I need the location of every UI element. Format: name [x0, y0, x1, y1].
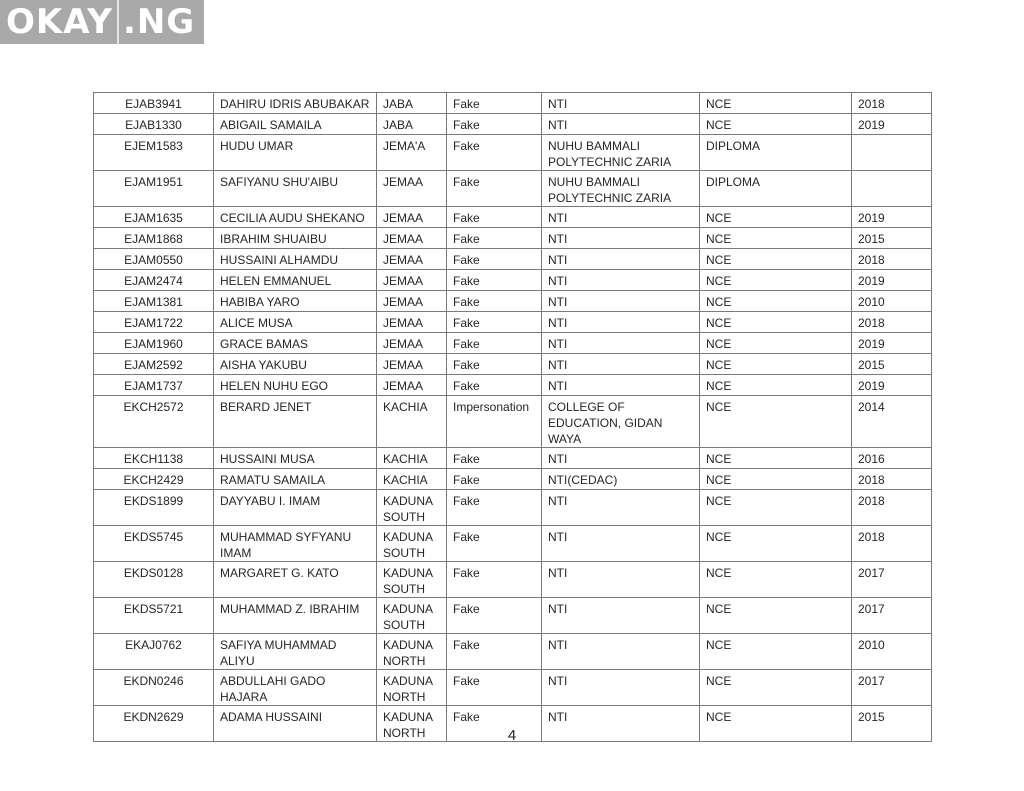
offence-cell: Fake: [447, 469, 542, 490]
lga-cell: KADUNA NORTH: [377, 706, 447, 742]
year-cell: 2018: [852, 249, 932, 270]
qualification-cell: NCE: [700, 634, 852, 670]
year-cell: 2019: [852, 375, 932, 396]
candidate-name-cell: IBRAHIM SHUAIBU: [214, 228, 377, 249]
institution-cell: NTI: [542, 598, 700, 634]
institution-cell: NTI: [542, 291, 700, 312]
institution-cell: NTI(CEDAC): [542, 469, 700, 490]
records-table: [93, 92, 932, 742]
offence-cell: Fake: [447, 354, 542, 375]
qualification-cell: NCE: [700, 207, 852, 228]
institution-cell: NUHU BAMMALI POLYTECHNIC ZARIA: [542, 171, 700, 207]
year-cell: 2015: [852, 354, 932, 375]
qualification-cell: NCE: [700, 93, 852, 114]
table-row: [94, 562, 932, 598]
offence-cell: Fake: [447, 171, 542, 207]
exam-number-cell: EJAM1722: [94, 312, 214, 333]
table-row: [94, 469, 932, 490]
institution-cell: NTI: [542, 249, 700, 270]
offence-cell: Fake: [447, 228, 542, 249]
table-row: [94, 207, 932, 228]
exam-number-cell: EKCH2572: [94, 396, 214, 448]
records-table-body: [94, 93, 932, 742]
year-cell: 2015: [852, 228, 932, 249]
offence-cell: Fake: [447, 375, 542, 396]
table-row: [94, 396, 932, 448]
lga-cell: KADUNA SOUTH: [377, 526, 447, 562]
table-row: [94, 114, 932, 135]
exam-number-cell: EKDN0246: [94, 670, 214, 706]
candidate-name-cell: SAFIYA MUHAMMAD ALIYU: [214, 634, 377, 670]
candidate-name-cell: HUSSAINI ALHAMDU: [214, 249, 377, 270]
lga-cell: JEMAA: [377, 207, 447, 228]
table-row: [94, 354, 932, 375]
institution-cell: NTI: [542, 670, 700, 706]
lga-cell: KACHIA: [377, 469, 447, 490]
exam-number-cell: EJAB3941: [94, 93, 214, 114]
lga-cell: JEMAA: [377, 228, 447, 249]
table-row: [94, 333, 932, 354]
lga-cell: JABA: [377, 93, 447, 114]
table-row: [94, 312, 932, 333]
qualification-cell: NCE: [700, 598, 852, 634]
candidate-name-cell: HABIBA YARO: [214, 291, 377, 312]
offence-cell: Fake: [447, 114, 542, 135]
offence-cell: Impersonation: [447, 396, 542, 448]
offence-cell: Fake: [447, 93, 542, 114]
logo-divider: [117, 0, 119, 44]
qualification-cell: NCE: [700, 354, 852, 375]
offence-cell: Fake: [447, 135, 542, 171]
year-cell: 2019: [852, 270, 932, 291]
lga-cell: JEMA'A: [377, 135, 447, 171]
qualification-cell: NCE: [700, 706, 852, 742]
year-cell: 2014: [852, 396, 932, 448]
table-row: [94, 598, 932, 634]
year-cell: 2018: [852, 93, 932, 114]
year-cell: 2018: [852, 312, 932, 333]
watermark-logo: [0, 0, 204, 44]
exam-number-cell: EJAM2592: [94, 354, 214, 375]
institution-cell: COLLEGE OF EDUCATION, GIDAN WAYA: [542, 396, 700, 448]
candidate-name-cell: DAHIRU IDRIS ABUBAKAR: [214, 93, 377, 114]
qualification-cell: NCE: [700, 375, 852, 396]
offence-cell: Fake: [447, 490, 542, 526]
table-row: [94, 171, 932, 207]
year-cell: 2019: [852, 114, 932, 135]
lga-cell: JEMAA: [377, 249, 447, 270]
year-cell: [852, 135, 932, 171]
table-row: [94, 270, 932, 291]
year-cell: 2017: [852, 670, 932, 706]
offence-cell: Fake: [447, 526, 542, 562]
institution-cell: NTI: [542, 526, 700, 562]
candidate-name-cell: RAMATU SAMAILA: [214, 469, 377, 490]
lga-cell: JEMAA: [377, 375, 447, 396]
year-cell: 2015: [852, 706, 932, 742]
candidate-name-cell: HUSSAINI MUSA: [214, 448, 377, 469]
year-cell: 2010: [852, 291, 932, 312]
qualification-cell: NCE: [700, 333, 852, 354]
candidate-name-cell: SAFIYANU SHU'AIBU: [214, 171, 377, 207]
qualification-cell: DIPLOMA: [700, 135, 852, 171]
offence-cell: Fake: [447, 562, 542, 598]
table-row: [94, 526, 932, 562]
exam-number-cell: EJAM2474: [94, 270, 214, 291]
table-row: [94, 670, 932, 706]
offence-cell: Fake: [447, 634, 542, 670]
offence-cell: Fake: [447, 706, 542, 742]
year-cell: [852, 171, 932, 207]
exam-number-cell: EKCH2429: [94, 469, 214, 490]
institution-cell: NTI: [542, 114, 700, 135]
qualification-cell: NCE: [700, 469, 852, 490]
exam-number-cell: EJAM1960: [94, 333, 214, 354]
year-cell: 2010: [852, 634, 932, 670]
candidate-name-cell: CECILIA AUDU SHEKANO: [214, 207, 377, 228]
exam-number-cell: EKDS5721: [94, 598, 214, 634]
table-row: [94, 291, 932, 312]
qualification-cell: NCE: [700, 490, 852, 526]
candidate-name-cell: ABIGAIL SAMAILA: [214, 114, 377, 135]
qualification-cell: NCE: [700, 228, 852, 249]
institution-cell: NTI: [542, 312, 700, 333]
candidate-name-cell: ABDULLAHI GADO HAJARA: [214, 670, 377, 706]
candidate-name-cell: ALICE MUSA: [214, 312, 377, 333]
logo-text-ng: .NG: [122, 2, 196, 42]
table-row: [94, 135, 932, 171]
year-cell: 2017: [852, 598, 932, 634]
candidate-name-cell: AISHA YAKUBU: [214, 354, 377, 375]
exam-number-cell: EJAM1381: [94, 291, 214, 312]
institution-cell: NTI: [542, 270, 700, 291]
lga-cell: JEMAA: [377, 354, 447, 375]
exam-number-cell: EJAM1737: [94, 375, 214, 396]
institution-cell: NTI: [542, 93, 700, 114]
offence-cell: Fake: [447, 270, 542, 291]
qualification-cell: NCE: [700, 670, 852, 706]
institution-cell: NTI: [542, 354, 700, 375]
offence-cell: Fake: [447, 207, 542, 228]
candidate-name-cell: BERARD JENET: [214, 396, 377, 448]
qualification-cell: NCE: [700, 291, 852, 312]
institution-cell: NTI: [542, 706, 700, 742]
offence-cell: Fake: [447, 448, 542, 469]
exam-number-cell: EKDS0128: [94, 562, 214, 598]
year-cell: 2018: [852, 469, 932, 490]
qualification-cell: NCE: [700, 448, 852, 469]
lga-cell: JEMAA: [377, 312, 447, 333]
institution-cell: NTI: [542, 634, 700, 670]
institution-cell: NTI: [542, 333, 700, 354]
candidate-name-cell: MARGARET G. KATO: [214, 562, 377, 598]
institution-cell: NTI: [542, 375, 700, 396]
exam-number-cell: EJEM1583: [94, 135, 214, 171]
lga-cell: KACHIA: [377, 448, 447, 469]
exam-number-cell: EJAM1868: [94, 228, 214, 249]
lga-cell: JEMAA: [377, 171, 447, 207]
offence-cell: Fake: [447, 312, 542, 333]
year-cell: 2017: [852, 562, 932, 598]
offence-cell: Fake: [447, 249, 542, 270]
candidate-name-cell: GRACE BAMAS: [214, 333, 377, 354]
exam-number-cell: EJAB1330: [94, 114, 214, 135]
offence-cell: Fake: [447, 291, 542, 312]
exam-number-cell: EKDS1899: [94, 490, 214, 526]
lga-cell: JABA: [377, 114, 447, 135]
qualification-cell: DIPLOMA: [700, 171, 852, 207]
exam-number-cell: EKAJ0762: [94, 634, 214, 670]
year-cell: 2019: [852, 207, 932, 228]
institution-cell: NTI: [542, 562, 700, 598]
candidate-name-cell: HELEN NUHU EGO: [214, 375, 377, 396]
table-row: [94, 448, 932, 469]
year-cell: 2019: [852, 333, 932, 354]
year-cell: 2018: [852, 490, 932, 526]
offence-cell: Fake: [447, 333, 542, 354]
lga-cell: KACHIA: [377, 396, 447, 448]
exam-number-cell: EKCH1138: [94, 448, 214, 469]
qualification-cell: NCE: [700, 249, 852, 270]
lga-cell: JEMAA: [377, 333, 447, 354]
qualification-cell: NCE: [700, 114, 852, 135]
lga-cell: KADUNA SOUTH: [377, 562, 447, 598]
table-row: [94, 228, 932, 249]
logo-text-okay: OKAY: [6, 2, 113, 42]
page-number: 4: [507, 727, 517, 744]
institution-cell: NUHU BAMMALI POLYTECHNIC ZARIA: [542, 135, 700, 171]
exam-number-cell: EJAM0550: [94, 249, 214, 270]
exam-number-cell: EJAM1951: [94, 171, 214, 207]
lga-cell: JEMAA: [377, 270, 447, 291]
lga-cell: JEMAA: [377, 291, 447, 312]
qualification-cell: NCE: [700, 526, 852, 562]
exam-number-cell: EKDN2629: [94, 706, 214, 742]
institution-cell: NTI: [542, 490, 700, 526]
lga-cell: KADUNA SOUTH: [377, 598, 447, 634]
qualification-cell: NCE: [700, 562, 852, 598]
candidate-name-cell: HELEN EMMANUEL: [214, 270, 377, 291]
lga-cell: KADUNA NORTH: [377, 670, 447, 706]
year-cell: 2018: [852, 526, 932, 562]
exam-number-cell: EJAM1635: [94, 207, 214, 228]
institution-cell: NTI: [542, 207, 700, 228]
table-row: [94, 375, 932, 396]
institution-cell: NTI: [542, 448, 700, 469]
offence-cell: Fake: [447, 670, 542, 706]
candidate-name-cell: MUHAMMAD SYFYANU IMAM: [214, 526, 377, 562]
qualification-cell: NCE: [700, 396, 852, 448]
table-row: [94, 249, 932, 270]
lga-cell: KADUNA NORTH: [377, 634, 447, 670]
table-row: [94, 634, 932, 670]
qualification-cell: NCE: [700, 312, 852, 333]
lga-cell: KADUNA SOUTH: [377, 490, 447, 526]
exam-number-cell: EKDS5745: [94, 526, 214, 562]
candidate-name-cell: ADAMA HUSSAINI: [214, 706, 377, 742]
table-row: [94, 490, 932, 526]
candidate-name-cell: MUHAMMAD Z. IBRAHIM: [214, 598, 377, 634]
candidate-name-cell: DAYYABU I. IMAM: [214, 490, 377, 526]
candidate-name-cell: HUDU UMAR: [214, 135, 377, 171]
offence-cell: Fake: [447, 598, 542, 634]
table-row: [94, 93, 932, 114]
year-cell: 2016: [852, 448, 932, 469]
institution-cell: NTI: [542, 228, 700, 249]
qualification-cell: NCE: [700, 270, 852, 291]
